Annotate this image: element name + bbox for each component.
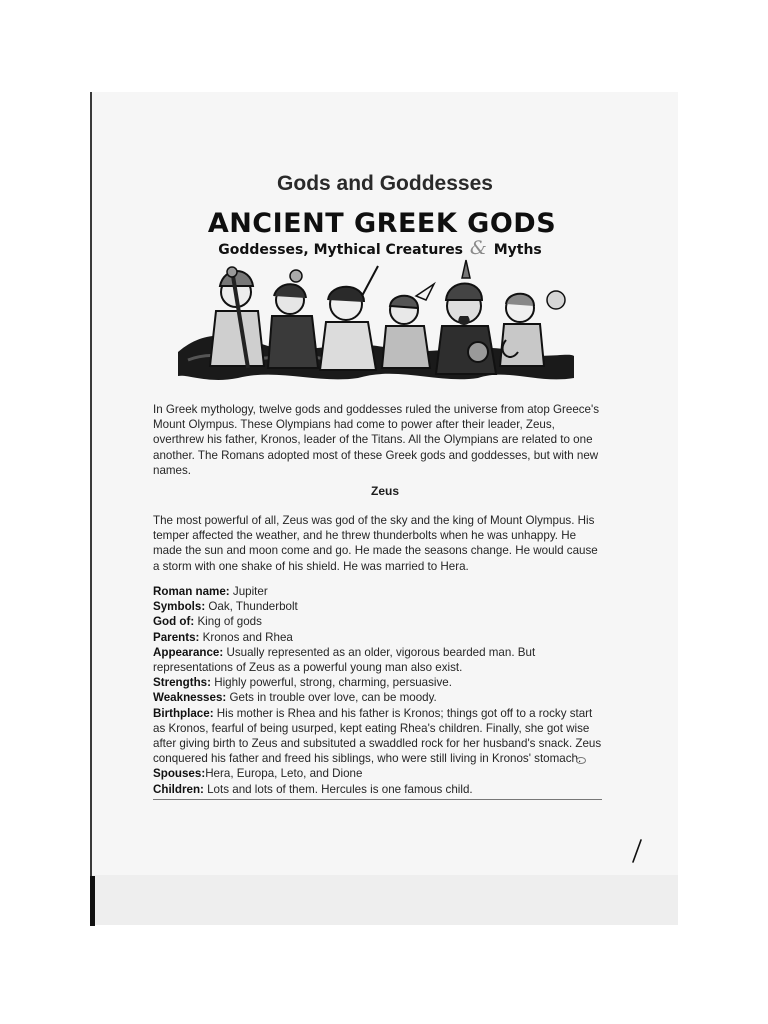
page-title: Gods and Goddesses — [277, 172, 493, 195]
fact-weaknesses — [153, 690, 605, 705]
fact-label: God of: — [153, 615, 195, 629]
fact-label: Birthplace: — [153, 706, 214, 720]
figure-5-icon — [436, 260, 496, 374]
fact-value: Usually represented as an older, vigorous bearded man. But representations of Zeus as a powerful young man also exist. — [153, 645, 536, 675]
fact-value: Kronos and Rhea — [199, 630, 293, 644]
fact-label: Roman name: — [153, 585, 230, 598]
fact-value: Jupiter — [229, 585, 268, 598]
banner-title: ANCIENT GREEK GODS — [207, 208, 557, 239]
fact-children — [153, 782, 605, 797]
fact-symbols — [153, 599, 605, 614]
pen-stroke-mark — [630, 838, 644, 864]
zeus-description: The most powerful of all, Zeus was god of the sky and the king of Mount Olympus. His temper affected the weather, and he threw thunderbolts when he was unhappy. He made the sun and moon come and go. He made the seasons change. He would cause a storm with one shake of his shield. He was married to Hera. — [153, 514, 598, 573]
fact-label: Parents: — [153, 630, 200, 644]
fact-label: Appearance: — [153, 645, 224, 659]
fact-value: King of gods — [194, 615, 262, 629]
fact-value: Gets in trouble over love, can be moody. — [226, 691, 437, 705]
scan-speck — [576, 757, 586, 764]
banner-subtitle-part2: Myths — [493, 242, 542, 258]
bottom-divider — [153, 799, 602, 800]
fact-value: Lots and lots of them. Hercules is one famous child. — [203, 782, 473, 796]
zeus-facts-list — [153, 584, 605, 797]
figure-1-icon — [210, 267, 264, 368]
section-title-zeus: Zeus — [370, 484, 399, 498]
figure-4-icon — [382, 284, 434, 368]
fact-label: Symbols: — [153, 600, 206, 614]
fact-god-of — [153, 614, 605, 629]
figure-6-icon — [500, 291, 565, 366]
page-fold-shadow — [92, 875, 678, 925]
fact-birthplace — [153, 706, 605, 767]
scan-edge-mark — [90, 876, 95, 926]
greek-gods-illustration — [178, 256, 574, 384]
banner-subtitle-part1: Goddesses, Mythical Creatures — [218, 242, 464, 258]
fact-value: His mother is Rhea and his father is Kronos; things got off to a rocky start as Kronos, fearful of being usurped, kept eating Rhea's children. Finally, she got wise after giving birth to Zeus and subsituted a swaddled rock for her husband's snack. Zeus conquered his father and freed his siblings, who were still living in Kronos' stomach. — [153, 706, 602, 766]
fact-spouses — [153, 766, 605, 781]
fact-label: Spouses: — [153, 767, 206, 781]
banner-ampersand: & — [469, 237, 487, 259]
fact-value: Oak, Thunderbolt — [205, 600, 298, 614]
figure-3-icon — [320, 266, 378, 370]
fact-label: Children: — [153, 782, 204, 796]
fact-strengths — [153, 675, 605, 690]
figure-2-icon — [268, 270, 318, 368]
fact-label: Strengths: — [153, 676, 211, 690]
fact-value: Hera, Europa, Leto, and Dione — [205, 767, 363, 781]
fact-appearance — [153, 645, 605, 675]
fact-roman-name — [153, 584, 605, 599]
intro-paragraph: In Greek mythology, twelve gods and goddesses ruled the universe from atop Greece's Mount Olympus. These Olympians had come to power after their leader, Zeus, overthrew his father, Kronos, leader of the Titans. All the Olympians are related to one another. The Romans adopted most of these Greek gods and goddesses, but with new names. — [153, 403, 600, 477]
fact-label: Weaknesses: — [153, 691, 227, 705]
fact-parents — [153, 630, 605, 645]
fact-value: Highly powerful, strong, charming, persuasive. — [210, 676, 452, 690]
